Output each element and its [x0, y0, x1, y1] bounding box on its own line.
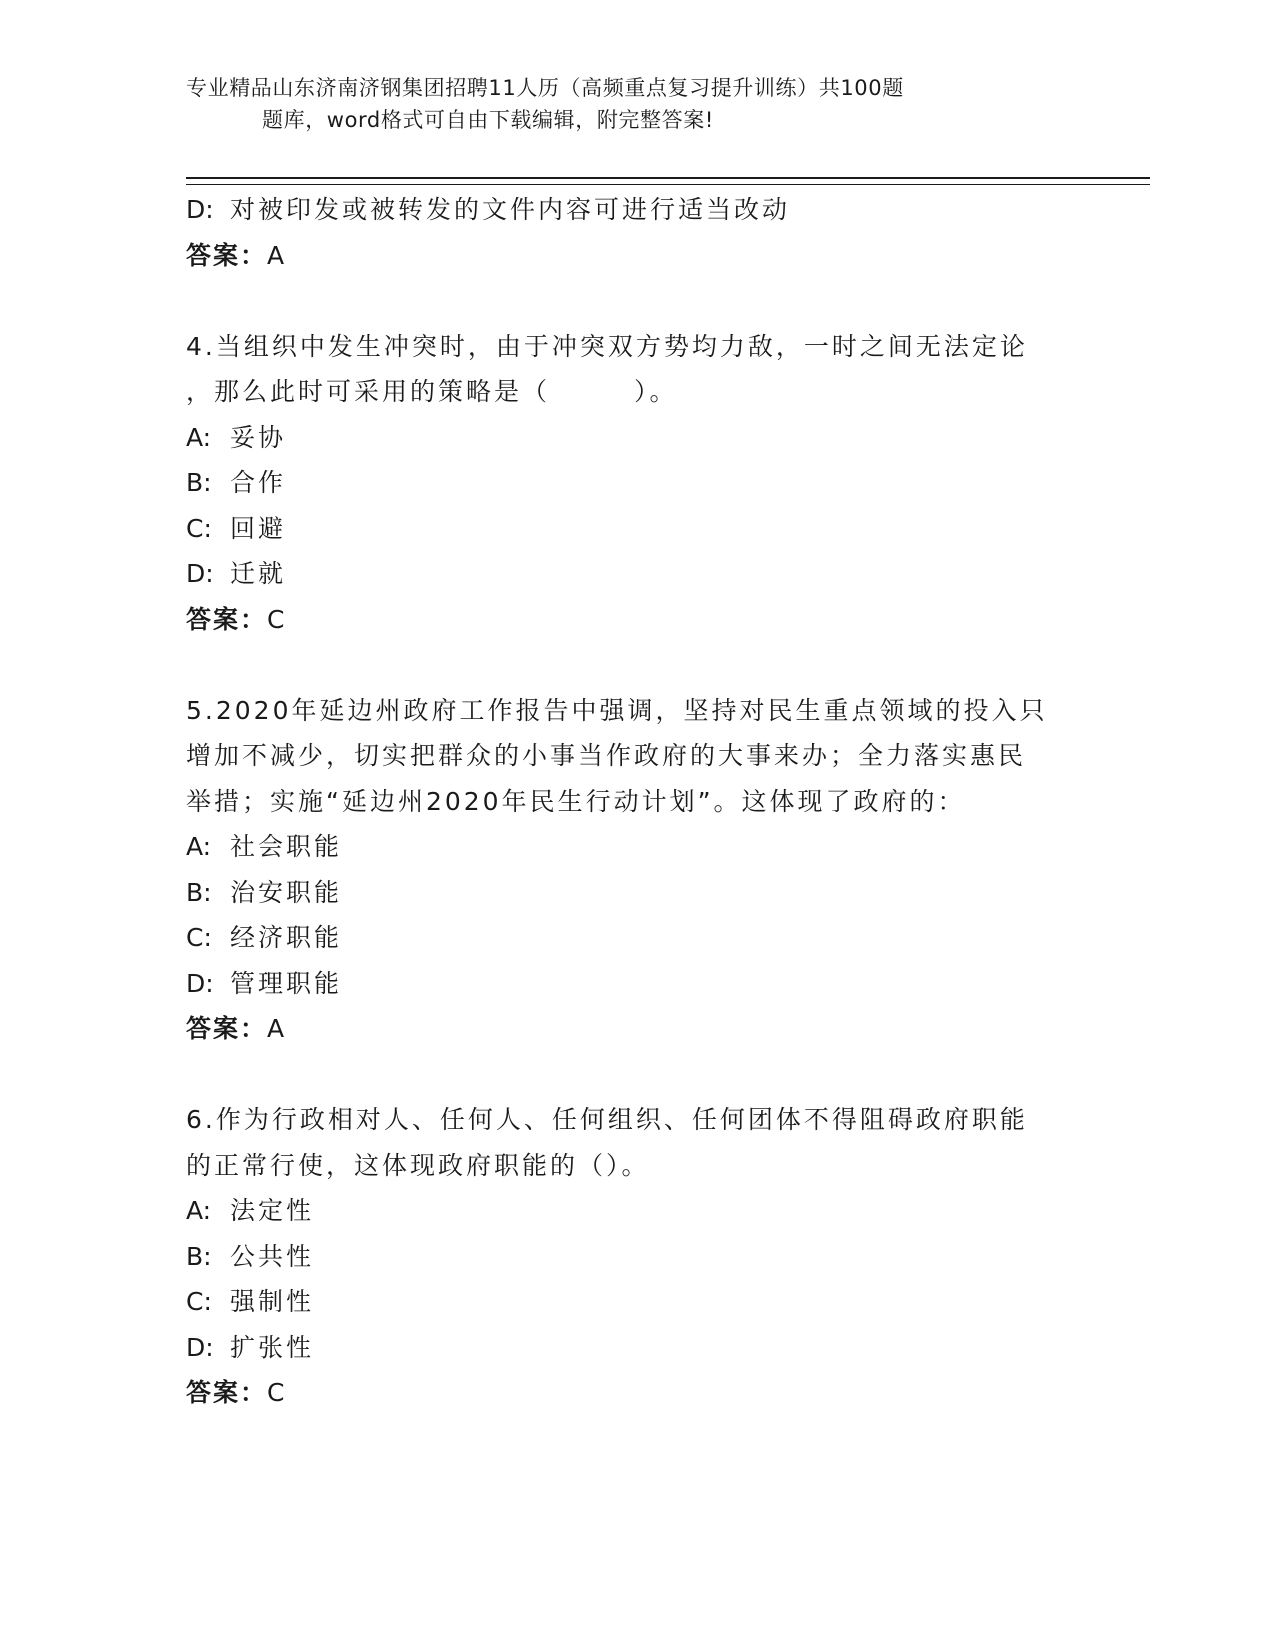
answer-value: A — [267, 240, 287, 270]
answer-value: A — [267, 1014, 287, 1043]
option-label: D: — [186, 195, 214, 224]
header-rule-thick — [186, 177, 1150, 179]
answer-value: C — [267, 1378, 287, 1407]
question-stem-line: 的正常行使，这体现政府职能的（）。 — [186, 1150, 650, 1180]
option-label: A: — [186, 1196, 212, 1225]
option-text: 对被印发或被转发的文件内容可进行适当改动 — [230, 195, 791, 224]
question-stem-line: 5.2020年延边州政府工作报告中强调，坚持对民生重点领域的投入只 — [186, 695, 1048, 725]
option-text: 妥协 — [230, 422, 287, 452]
document-header — [186, 72, 1046, 136]
answer-label: 答案： — [186, 1378, 268, 1407]
option-d — [186, 551, 1066, 597]
header-title-line-1: 专业精品山东济南济钢集团招聘11人历（高频重点复习提升训练）共100题 — [186, 76, 904, 100]
spacer — [186, 642, 1066, 688]
option-label: C: — [186, 1287, 212, 1316]
answer-line — [186, 597, 1066, 643]
header-title-line-2: 题库，word格式可自由下载编辑，附完整答案! — [262, 108, 714, 132]
spacer — [186, 278, 1066, 324]
question-6 — [186, 1097, 1066, 1416]
option-c — [186, 915, 1066, 961]
question-5 — [186, 688, 1066, 1052]
option-b — [186, 1234, 1066, 1280]
option-label: D: — [186, 1332, 214, 1362]
option-text: 强制性 — [230, 1287, 315, 1316]
option-text: 治安职能 — [230, 877, 343, 907]
question-stem-line: 4.当组织中发生冲突时，由于冲突双方势均力敌，一时之间无法定论 — [186, 331, 1028, 361]
option-label: A: — [186, 422, 212, 452]
option-a — [186, 1188, 1066, 1234]
option-label: C: — [186, 513, 212, 543]
option-a — [186, 824, 1066, 870]
option-d — [186, 1325, 1066, 1371]
header-rule-thin — [186, 184, 1150, 185]
question-stem-line: ，那么此时可采用的策略是（ ）。 — [186, 377, 678, 406]
answer-line — [186, 1006, 1066, 1052]
answer-line — [186, 1370, 1066, 1416]
option-label: A: — [186, 832, 212, 861]
option-label: B: — [186, 468, 212, 497]
option-label: D: — [186, 559, 214, 588]
question-stem-line: 举措；实施“延边州2020年民生行动计划”。这体现了政府的： — [186, 786, 966, 816]
option-text: 扩张性 — [230, 1332, 315, 1362]
option-a — [186, 415, 1066, 461]
answer-value: C — [267, 604, 287, 634]
option-d — [186, 187, 1066, 233]
option-label: C: — [186, 923, 212, 952]
option-text: 公共性 — [230, 1241, 315, 1271]
option-label: B: — [186, 1241, 212, 1271]
option-label: D: — [186, 968, 214, 998]
answer-label: 答案： — [186, 604, 268, 634]
question-list — [186, 187, 1066, 1416]
question-stem-line: 6.作为行政相对人、任何人、任何组织、任何团体不得阻碍政府职能 — [186, 1105, 1028, 1134]
option-text: 回避 — [230, 513, 287, 543]
spacer — [186, 1052, 1066, 1098]
option-text: 合作 — [230, 468, 287, 497]
option-text: 经济职能 — [230, 923, 343, 952]
option-text: 迁就 — [230, 559, 287, 588]
option-c — [186, 506, 1066, 552]
option-text: 管理职能 — [230, 968, 343, 998]
option-text: 社会职能 — [230, 832, 343, 861]
option-label: B: — [186, 877, 212, 907]
option-b — [186, 460, 1066, 506]
option-text: 法定性 — [230, 1196, 315, 1225]
option-c — [186, 1279, 1066, 1325]
option-b — [186, 870, 1066, 916]
option-d — [186, 961, 1066, 1007]
answer-line — [186, 233, 1066, 279]
answer-label: 答案： — [186, 240, 268, 270]
answer-label: 答案： — [186, 1014, 268, 1043]
question-4 — [186, 324, 1066, 643]
question-stem-line: 增加不减少，切实把群众的小事当作政府的大事来办；全力落实惠民 — [186, 741, 1027, 770]
